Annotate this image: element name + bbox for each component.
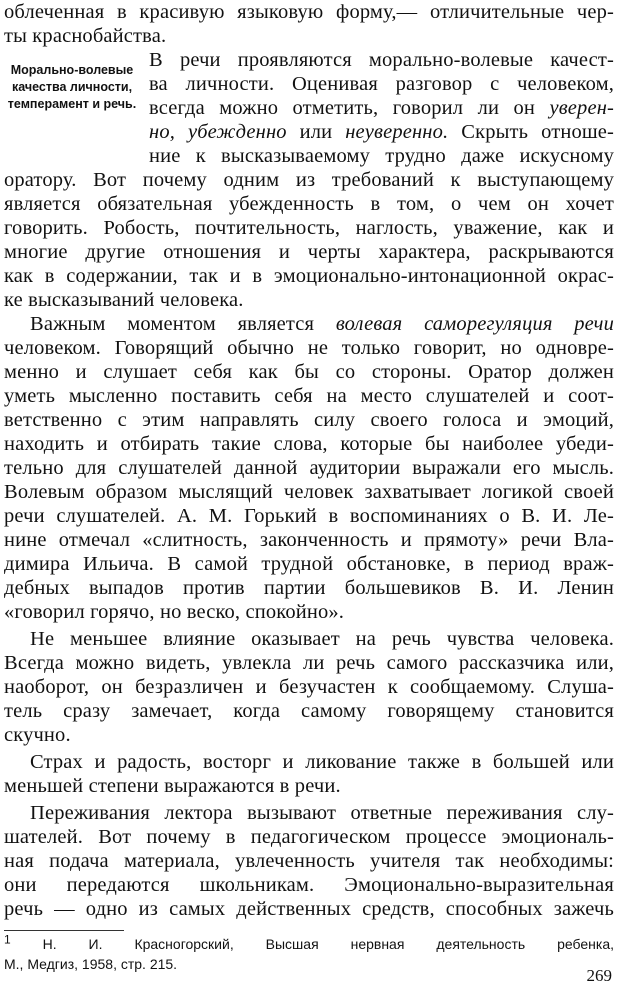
page-number: 269 (586, 966, 612, 985)
footnote-line: $^1$ Н. И. Красногорский, Высшая нервная деятельность ребенка, (4, 932, 614, 952)
emphasis: волевая саморегуляция речи (335, 313, 614, 335)
text-line: но, убежденно или неуверенно. Скрыть отноше- (149, 121, 615, 143)
text-line: человеком. Говорящий обычно не только говорит, но одновре- (4, 337, 614, 359)
footnote-rule (4, 930, 124, 931)
text-line: ке высказываний человека. (4, 289, 244, 311)
text-line: нине отмечал «слитность, законченность и прямоту» речи Вла- (4, 529, 614, 551)
text-line: Всегда можно видеть, увлекла ли речь самого рассказчика или, (4, 652, 614, 674)
text-line: облеченная в красивую языковую форму,— отличительные чер- (4, 1, 614, 23)
text-line: меньшей степени выражаются в речи. (4, 775, 341, 797)
text-line: Волевым образом мыслящий человек захватывает логикой своей (4, 481, 614, 503)
text-line: является обязательная убежденность в том, о чем он хочет (4, 193, 614, 215)
text-line: уметь мысленно поставить себя на место слушателей и соот- (4, 385, 614, 407)
margin-sidenote: Морально-волевые качества личности, темперамент и речь. (7, 63, 137, 111)
text-line: В речи проявляются морально-волевые качест- (149, 49, 614, 71)
text-line: Переживания лектора вызывают ответные переживания слу- (30, 802, 614, 824)
text-line: ние к высказываемому трудно даже искусному (149, 145, 614, 167)
text-line: ветственно с этим направлять силу своего голоса и эмоций, (4, 409, 614, 431)
text-line: речь — одно из самых действенных средств, способных зажечь (4, 898, 614, 920)
text-line: димира Ильича. В самой трудной обстановке, в период враж- (4, 553, 614, 575)
text-line: ва личности. Оценивая разговор с человеком, (149, 73, 614, 95)
text-line: находить и отбирать такие слова, которые бы наиболее убеди- (4, 433, 614, 455)
text-line: Не меньшее влияние оказывает на речь чувства человека. (30, 628, 614, 650)
text-line: менно и слушает себя как бы со стороны. Оратор должен (4, 361, 614, 383)
text-line: Страх и радость, восторг и ликование также в большей или (30, 751, 614, 773)
emphasis: уверен- (549, 97, 614, 119)
text-line: ты краснобайства. (4, 25, 167, 47)
text-line: тельно для слушателей данной аудитории выражали его мысль. (4, 457, 614, 479)
text-line: тель сразу замечает, когда самому говорящему становится (4, 700, 614, 722)
footnote-line: М., Медгиз, 1958, стр. 215. (4, 956, 178, 972)
text-line: скучно. (4, 724, 71, 746)
text-line: шателей. Вот почему в педагогическом процессе эмоциональ- (4, 826, 614, 848)
emphasis: но, убежденно (149, 121, 287, 143)
text-line: многие другие отношения и черты характера, раскрываются (4, 241, 614, 263)
text-line: всегда можно отметить, говорил ли он уверен- (149, 97, 614, 119)
footnote-marker: 1 (4, 932, 11, 947)
text-line: «говорил горячо, но веско, спокойно». (4, 601, 345, 623)
text-line: ная подача материала, увлеченность учителя так необходимы: (4, 850, 614, 872)
text-line: дебных выпадов против партии большевиков В. И. Ленин (4, 577, 614, 599)
text-line: говорить. Робость, почтительность, наглость, уважение, как и (4, 217, 614, 239)
text-line: Важным моментом является волевая саморегуляция речи (30, 313, 614, 335)
text-line: наоборот, он безразличен и безучастен к сообщаемому. Слуша- (4, 676, 614, 698)
text-line: речи слушателей. А. М. Горький в воспоминаниях о В. И. Ле- (4, 505, 614, 527)
emphasis: неуверенно. (345, 121, 449, 143)
text-line: как в содержании, так и в эмоционально-интонационной окрас- (4, 265, 614, 287)
text-line: оратору. Вот почему одним из требований к выступающему (4, 169, 614, 191)
text-line: они передаются школьникам. Эмоционально-выразительная (4, 874, 614, 896)
